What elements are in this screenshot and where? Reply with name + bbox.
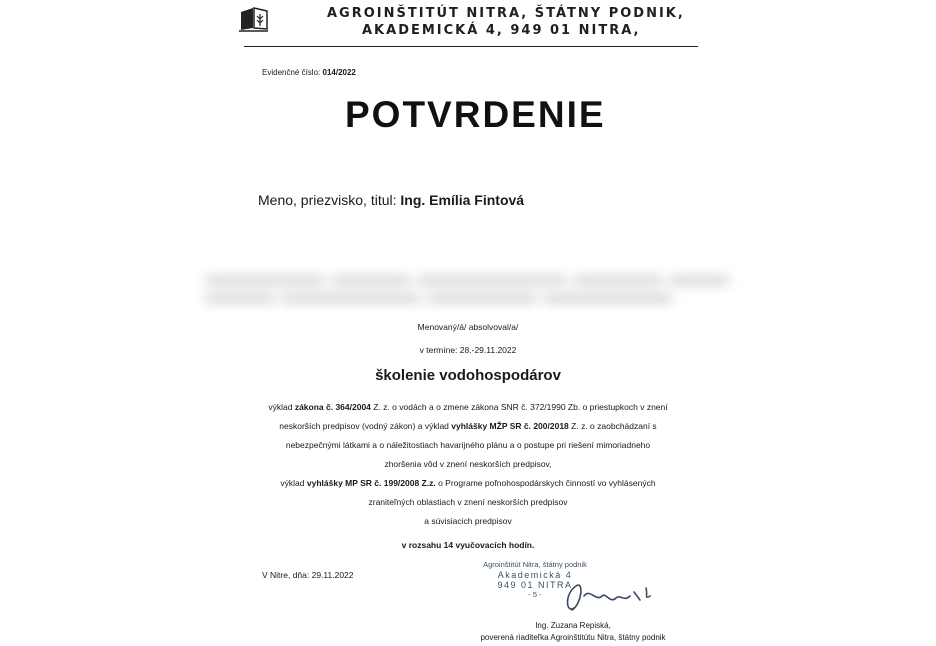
description-line: výklad vyhlášky MP SR č. 199/2008 Z.z. o Programe poľnohospodárskych činností vo vyhlásených: [280, 478, 656, 488]
redacted-area: [205, 272, 735, 306]
description-line: neskorších predpisov (vodný zákon) a výklad vyhlášky MŽP SR č. 200/2018 Z. z. o zaobchádzaní s: [279, 421, 657, 431]
scope-line: v rozsahu 14 vyučovacích hodín.: [401, 540, 535, 550]
description-line: zhoršenia vôd v znení neskorších predpisov,: [384, 459, 552, 469]
place-date: V Nitre, dňa: 29.11.2022: [262, 570, 354, 580]
header-line-2: AKADEMICKÁ 4, 949 01 NITRA,: [362, 23, 641, 38]
recipient-line: [258, 192, 524, 208]
evidence-number: Evidenčné číslo: 014/2022: [262, 68, 356, 77]
header-divider: [244, 46, 698, 47]
signatory: [450, 620, 696, 644]
official-stamp: Agroinštitút Nitra, štátny podnik Akademická 4 949 01 NITRA - 5 -: [483, 560, 587, 599]
name-label: Meno, priezvisko, titul:: [258, 192, 397, 208]
agroinstitut-logo-icon: [239, 6, 269, 32]
description-line: nebezpečnými látkami a o náležitostiach havarijného plánu a o postupe pri riešení mimoriadneho: [285, 440, 651, 450]
term-line: v termíne: 28.-29.11.2022: [419, 345, 517, 355]
document-title: POTVRDENIE: [345, 94, 606, 135]
description-line: výklad zákona č. 364/2004 Z. z. o vodách a o zmene zákona SNR č. 372/1990 Zb. o priestupkoch v znení: [268, 402, 668, 412]
signatory-role: poverená riaditeľka Agroinštitútu Nitra, štátny podnik: [480, 633, 666, 642]
description-line: zraniteľných oblastiach v znení neskorších predpisov: [368, 497, 568, 507]
description-line: a súvisiacich predpisov: [424, 516, 512, 526]
header-line-1: AGROINŠTITÚT NITRA, ŠTÁTNY PODNIK,: [327, 6, 685, 21]
course-description: [150, 398, 786, 531]
signature: [560, 574, 656, 616]
completed-line: Menovaný/á/ absolvoval/a/: [417, 322, 519, 332]
course-title: školenie vodohospodárov: [375, 367, 561, 384]
name-value: Ing. Emília Fintová: [400, 192, 525, 208]
signatory-name: Ing. Zuzana Repiská,: [535, 621, 611, 630]
